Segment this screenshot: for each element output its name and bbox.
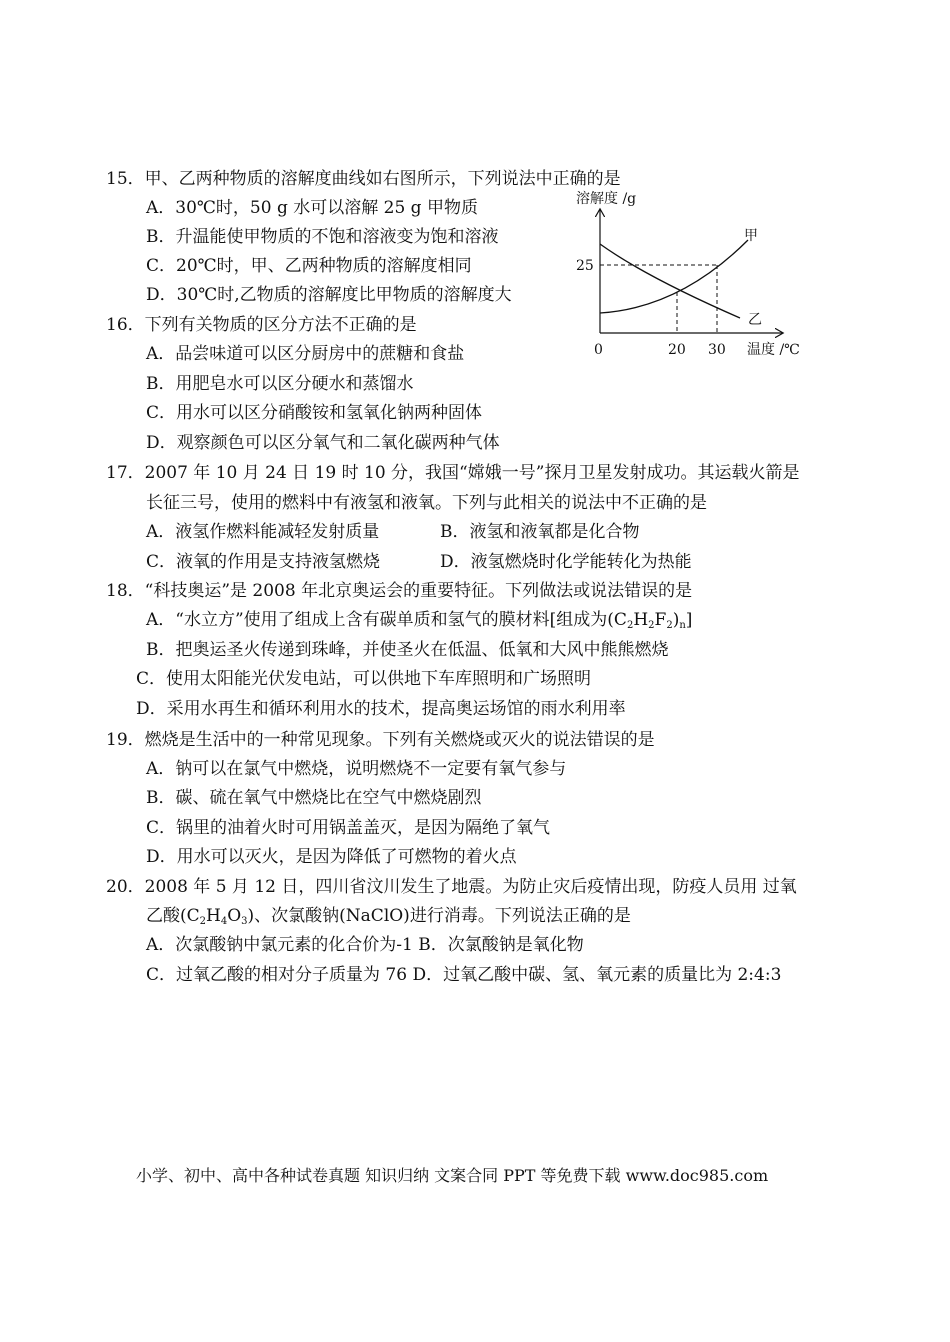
q18-option-d: D．采用水再生和循环利用水的技术，提高奥运场馆的雨水利用率 <box>136 699 626 719</box>
q15-option-b: B．升温能使甲物质的不饱和溶液变为饱和溶液 <box>146 227 499 247</box>
y-tick-25: 25 <box>576 258 594 274</box>
x-tick-0: 0 <box>594 342 603 358</box>
q16-option-d: D．观察颜色可以区分氧气和二氧化碳两种气体 <box>146 433 500 453</box>
q17-option-d: D．液氢燃烧时化学能转化为热能 <box>440 552 692 572</box>
q17-stem-line2: 长征三号，使用的燃料中有液氢和液氧。下列与此相关的说法中不正确的是 <box>146 493 707 513</box>
curve-yi <box>600 244 740 318</box>
q19-option-c: C．锅里的油着火时可用锅盖盖灭，是因为隔绝了氧气 <box>146 818 551 838</box>
curve-yi-label: 乙 <box>748 312 762 328</box>
q16-option-b: B．用肥皂水可以区分硬水和蒸馏水 <box>146 374 414 394</box>
q15-option-a: A．30℃时，50 g 水可以溶解 25 g 甲物质 <box>146 198 478 218</box>
x-axis-label: 温度 /℃ <box>747 342 800 358</box>
x-tick-20: 20 <box>668 342 686 358</box>
q19-option-d: D．用水可以灭火，是因为降低了可燃物的着火点 <box>146 847 517 867</box>
q18-option-c: C．使用太阳能光伏发电站，可以供地下车库照明和广场照明 <box>136 669 592 689</box>
q18-option-a: A．“水立方”使用了组成上含有碳单质和氢气的膜材料[组成为$(C_2H_2F_2)_n$] <box>146 610 693 631</box>
q20-stem-line2: 乙酸$(C_2H_4O_3)$、次氯酸钠(NaClO)进行消毒。下列说法正确的是 <box>146 906 631 927</box>
q18-stem: 18．“科技奥运”是 2008 年北京奥运会的重要特征。下列做法或说法错误的是 <box>106 581 693 601</box>
y-axis-label: 溶解度 /g <box>576 191 637 207</box>
footer-text: 小学、初中、高中各种试卷真题 知识归纳 文案合同 PPT 等免费下载 www.doc985.com <box>136 1166 769 1185</box>
curve-jia-label: 甲 <box>744 228 758 244</box>
q17-stem-line1: 17．2007 年 10 月 24 日 19 时 10 分，我国“嫦娥一号”探月卫星发射成功。其运载火箭是 <box>106 463 800 483</box>
q15-option-c: C．20℃时，甲、乙两种物质的溶解度相同 <box>146 256 472 276</box>
q17-option-c: C．液氧的作用是支持液氢燃烧 <box>146 552 381 572</box>
q15-option-d: D．30℃时,乙物质的溶解度比甲物质的溶解度大 <box>146 285 512 305</box>
solubility-graph <box>560 182 820 367</box>
q16-option-c: C．用水可以区分硝酸铵和氢氧化钠两种固体 <box>146 403 483 423</box>
x-tick-30: 30 <box>708 342 726 358</box>
q16-option-a: A．品尝味道可以区分厨房中的蔗糖和食盐 <box>146 344 465 364</box>
q19-option-a: A．钠可以在氯气中燃烧，说明燃烧不一定要有氧气参与 <box>146 759 567 779</box>
q17-option-a: A．液氢作燃料能减轻发射质量 <box>146 522 380 542</box>
q18-option-b: B．把奥运圣火传递到珠峰，并使圣火在低温、低氧和大风中熊熊燃烧 <box>146 640 669 660</box>
q15-stem: 15．甲、乙两种物质的溶解度曲线如右图所示，下列说法中正确的是 <box>106 169 621 189</box>
q19-stem: 19．燃烧是生活中的一种常见现象。下列有关燃烧或灭火的说法错误的是 <box>106 730 655 750</box>
q20-options-ab: A．次氯酸钠中氯元素的化合价为-1 B．次氯酸钠是氧化物 <box>146 935 584 955</box>
q20-options-cd: C．过氧乙酸的相对分子质量为 76 D．过氧乙酸中碳、氢、氧元素的质量比为 2:4:3 <box>146 965 782 985</box>
q16-stem: 16．下列有关物质的区分方法不正确的是 <box>106 315 417 335</box>
q20-stem-line1: 20．2008 年 5 月 12 日，四川省汶川发生了地震。为防止灾后疫情出现，防疫人员用 过氧 <box>106 877 797 897</box>
q17-option-b: B．液氢和液氧都是化合物 <box>440 522 640 542</box>
q19-option-b: B．碳、硫在氧气中燃烧比在空气中燃烧剧烈 <box>146 788 482 808</box>
curve-jia <box>600 240 748 313</box>
